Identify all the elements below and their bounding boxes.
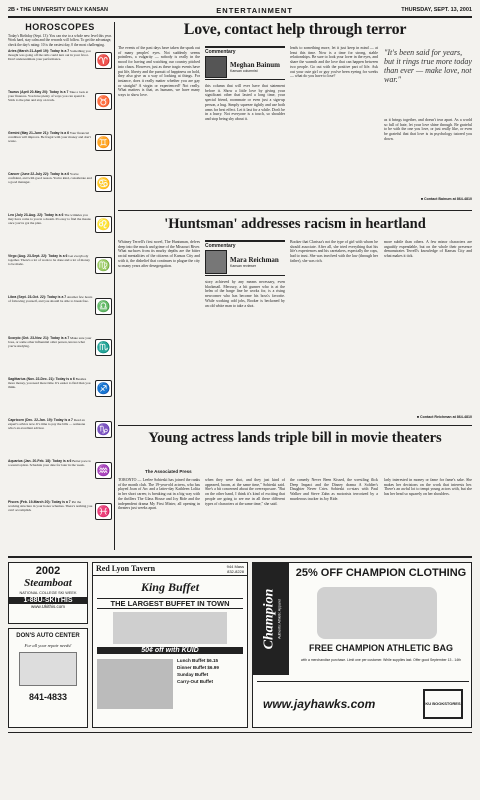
champion-brand: Champion <box>261 588 277 650</box>
horoscope-entry <box>8 254 112 294</box>
dons-tagline: For all your repair needs! <box>24 643 72 648</box>
author-photo <box>205 250 227 274</box>
love-headline: Love, contact help through terror <box>183 21 407 38</box>
king-buffet-ad[interactable] <box>92 562 248 728</box>
sign-text: You're confident, and with good reason. You're kind, considerate and a good manager. <box>8 172 92 185</box>
sign-text: Besides more money, you need more time. It's easier to find than you think. <box>8 377 91 390</box>
horoscope-list <box>8 49 112 540</box>
column-divider <box>114 22 115 550</box>
horoscope-entry <box>8 418 112 458</box>
sign-text: Another few hours of following yourself, and you should be able to break free. <box>8 295 93 304</box>
carry-out-buffet: Carry-Out Buffet <box>177 679 213 684</box>
young-headline: Young actress lands triple bill in movie theaters <box>148 430 442 446</box>
young-col-4: larly interested in money or fame for fame's sake. She makes her decisions on the work that interests her. There's an awful lot to tempt young actors with, but she has her head so squarely on her shoulders. <box>384 478 472 497</box>
steamboat-title: Steamboat <box>24 577 72 589</box>
bottom-rule <box>8 732 472 733</box>
sign-text: The wrinkles you may have come to you in a dream. It's easy to find the means once you've got the plan. <box>8 213 91 226</box>
horoscope-entry <box>8 131 112 171</box>
aquarius-icon: ♒ <box>95 462 112 479</box>
ad-divider <box>8 556 472 558</box>
sign-heading: Aries (March 21-April 19): Today is a 7 <box>8 49 70 54</box>
dinner-buffet: Dinner Buffet $6.99 <box>177 665 219 670</box>
steamboat-year: 2002 <box>35 565 61 577</box>
sign-heading: Libra (Sept. 23-Oct. 22): Today is a 7 <box>8 295 67 300</box>
sign-text: Make sure your boss, or some other influential older person, knows what you're studying. <box>8 336 92 349</box>
horoscope-entry <box>8 459 112 499</box>
horoscope-entry <box>8 49 112 89</box>
dons-auto-ad[interactable] <box>8 628 88 728</box>
section-title: ENTERTAINMENT <box>216 5 293 15</box>
byline: The Associated Press <box>145 469 192 474</box>
virgo-icon: ♍ <box>95 257 112 274</box>
cancer-icon: ♋ <box>95 175 112 192</box>
masthead-date: THURSDAY, SEPT. 13, 2001 <box>401 7 472 13</box>
love-commentary-box <box>205 46 285 80</box>
food-photo <box>113 612 227 644</box>
love-col-2: this column that will ever have that statement before it. Show a little love by giving your significant other that lasted a long time, your special friend, roommate or even just a sign-up person, a hug. Simply squeeze tightly and use both arms for best effect. Let it last for a while. Don't be in a hurry. Not everyone is a touch, so shoulder and stop being shy about it. <box>205 84 285 121</box>
huntsman-headline: 'Huntsman' addresses racism in heartland <box>164 216 426 232</box>
sign-text: Your financial condition will improve. Be frugal with your money and don't waste. <box>8 131 91 144</box>
king-buffet-tag: THE LARGEST BUFFET IN TOWN <box>97 598 243 609</box>
author-name: Meghan Bainum <box>230 61 280 69</box>
scorpio-icon: ♏ <box>95 339 112 356</box>
commentary-label: Commentary <box>205 49 236 55</box>
sign-heading: Gemini (May 21-June 21): Today is a 6 <box>8 131 69 136</box>
sign-text: Read an expert's advice now. It's time to pay the bills — someone who's an excellent advisor. <box>8 418 86 431</box>
sign-heading: Sagittarius (Nov. 22-Dec. 21): Today is a 6 <box>8 377 75 382</box>
king-buffet-special: 50¢ off with KUID <box>97 647 243 654</box>
sign-text: Put the working structure in your honor schemes. There's nothing you can't accomplish. <box>8 500 93 513</box>
steamboat-subtitle: NATIONAL COLLEGE SKI WEEK <box>19 591 77 595</box>
sign-heading: Taurus (April 20-May 20): Today is a 7 <box>8 90 69 95</box>
young-col-3: the comedy Never Been Kissed, the wrestling flick Deep Impact and the Disney drama A Soldier's Daughter Never Cries. Sobieski co-stars with Paul Walker and Steve Zahn as motorists terrorized by a murderous trucker in Joy Ride. <box>290 478 378 501</box>
champion-logo <box>253 563 289 675</box>
champion-sub: Authentic Athletic Apparel <box>277 599 282 639</box>
aries-icon: ♈ <box>95 52 112 69</box>
pisces-icon: ♓ <box>95 503 112 520</box>
sign-text: Get everybody together. There's a lot of work to be done and a lot of money to be made. <box>8 254 90 267</box>
steamboat-phone: 1-88U-SKITHIS <box>9 597 87 604</box>
sign-text: Better pace is a sound option. Schedule your date for later in the week. <box>8 459 91 468</box>
buffet-photo <box>97 659 173 709</box>
horoscope-entry <box>8 172 112 212</box>
horoscopes-intro: Today's Birthday (Sept. 13): You can rise to a whole new level this year. Work hard, stay calm and the rewards will follow. To get the advantage, check the day's rating: 10 is the easiest day, 0 the most challenging. <box>8 34 112 47</box>
author-name: Mara Reichman <box>230 256 279 264</box>
huntsman-commentary-box <box>205 240 285 276</box>
sagittarius-icon: ♐ <box>95 380 112 397</box>
young-col-1: TORONTO — Leelee Sobieski has joined the ranks of the month club. The 19-year-old actress, who has played Joan of Arc and a latter-day Kathleen Lolita in her short career, is breaking out in a big way with the thrillers The Glass House and Joy Ride and the independent drama My First Mister, all opening in theaters just weeks apart. <box>118 478 200 511</box>
huntsman-col-2: story achieved by any means necessary, even blackmail. Mercury, a hit gunner who is at the helm of the barge line he works for, is a rising newcomer who has become his boss's favorite. While working odd jobs, Booker is beckoned by an old white man to take a shot. <box>205 280 285 308</box>
horoscope-entry <box>8 377 112 417</box>
champion-ad[interactable] <box>252 562 472 728</box>
section-divider <box>118 425 472 426</box>
ku-bookstores-logo: KU BOOKSTORES <box>423 689 463 719</box>
sign-heading: Leo (July 23-Aug. 22): Today is a 6 <box>8 213 64 218</box>
sign-heading: Cancer (June 22-July 22): Today is a 6 <box>8 172 70 177</box>
sign-heading: Scorpio (Oct. 23-Nov. 21): Today is a 7 <box>8 336 70 341</box>
young-col-2: when they were shot, and they just kind of appeared, boom, at the same time," Sobieski said. She's a bit concerned about the overexposure. "But on the other hand, I think it's kind of exciting that people are going to see me in all these different types of characters at the same time," she said. <box>205 478 285 506</box>
sign-text: Take a look at your finances. You have plenty of ways you can spend it. Stick to the plan and stay on track. <box>8 90 89 103</box>
sunday-buffet: Sunday Buffet <box>177 672 209 677</box>
huntsman-col-1: Whitney Terrell's first novel, The Huntsman, delves deep into the muck and grime of the Missouri River. What surfaces from its murky depths are the bitter racial mentalities of the citizens of Kansas City and with it, the disbelief that continues to plague the city so many years after desegregation. <box>118 240 200 268</box>
love-col-1: The events of the past days have taken the spark out of many peoples' eyes. Not suddenly seems pointless, a vulgarity — nobody is really in the mood for having and watching our country pitched into chaos. However, just as these tragic events have put life, liberty and the pursuit of happiness on hold, they also give us a way of looking at things. For instance, does it really matter whether you are gay or straight? A virgin or experienced? Not really. What matters is that, as humans, we have many ways to show love. <box>118 46 200 98</box>
pull-quote: "It's been said for years, but it rings true more today than ever — make love, not war." <box>384 48 472 84</box>
king-buffet-name: King Buffet <box>140 580 200 594</box>
free-offer-details: with a merchandise purchase. Limit one per customer. While supplies last. Offer good September 13 - 14th <box>301 658 461 662</box>
author-role: Kansan reviewer <box>230 264 257 268</box>
sign-heading: Pisces (Feb. 19-March 20): Today is a 7 <box>8 500 71 505</box>
horoscope-entry <box>8 295 112 335</box>
author-photo <box>205 56 227 78</box>
red-lyon-name: Red Lyon Tavern <box>96 564 156 573</box>
horoscopes-title: HOROSCOPES <box>25 22 95 32</box>
steamboat-ad[interactable] <box>8 562 88 624</box>
love-contact: ■ Contact Bainum at 864-4810 <box>420 197 472 201</box>
section-divider <box>118 210 472 211</box>
taurus-icon: ♉ <box>95 93 112 110</box>
champion-offer: 25% OFF CHAMPION CLOTHING <box>295 567 467 579</box>
lunch-buffet: Lunch Buffet $6.15 <box>177 658 219 663</box>
sign-heading: Capricorn (Dec. 22-Jan. 19): Today is a 7 <box>8 418 73 423</box>
athletic-bag-image <box>317 587 437 639</box>
commentary-label: Commentary <box>205 243 236 249</box>
sign-text: Something you thought was going off the rails could turn out in your favor. Don't underestimate your performance. <box>8 49 91 62</box>
dons-list-box <box>19 652 77 686</box>
leo-icon: ♌ <box>95 216 112 233</box>
free-offer: FREE CHAMPION ATHLETIC BAG <box>309 643 453 653</box>
huntsman-contact: ■ Contact Reichman at 864-4810 <box>416 415 472 419</box>
capricorn-icon: ♑ <box>95 421 112 438</box>
huntsman-col-4: more subtle than others. A few minor characters are arguably expendable, but on the whole their presence demonstrates Terrell's knowledge of Kansas City and what makes it tick. <box>384 240 472 259</box>
horoscopes-column <box>8 22 112 542</box>
horoscope-entry <box>8 90 112 130</box>
sign-heading: Aquarius (Jan. 20-Feb. 18): Today is a 6 <box>8 459 72 464</box>
horoscope-entry <box>8 336 112 376</box>
dons-phone: 841-4833 <box>28 692 68 702</box>
red-lyon-info: 944 Mass 832-8228 <box>226 564 244 574</box>
huntsman-col-3: Booker that Clarissa's not the type of girl with whom he should associate. After all, she tried everything that his life's experiences and his caretakers, especially the cops, had to trust. She was involved with the law (through her father), she was rich. <box>290 240 378 263</box>
horoscope-entry <box>8 500 112 540</box>
love-col-3: leads to something more, let it just keep in mind — at least this time. Now is a time for strong, stable relationships. Be sure to look your lover in the eyes, and share the warmth and the love that can happen between two people. Go out with the positive part of life. Ask out your cute girl or guy you've been eyeing for weeks — what do you have to lose? <box>290 46 378 79</box>
horoscope-entry <box>8 213 112 253</box>
libra-icon: ♎ <box>95 298 112 315</box>
love-col-4: as it brings together, and doesn't tear apart. As a world so full of hate, let your love shine through. Be grateful to be with the one you love, or just really like, or even be grateful that that love is in psychology tutored you down. <box>384 118 472 141</box>
jayhawks-url[interactable]: www.jayhawks.com <box>263 696 376 711</box>
steamboat-url[interactable]: www.Ukithis.com <box>30 604 65 609</box>
sign-heading: Virgo (Aug. 23-Sept. 22): Today is a 6 <box>8 254 68 259</box>
dons-title: DON'S AUTO CENTER <box>16 633 80 639</box>
author-role: Kansan columnist <box>230 69 258 73</box>
gemini-icon: ♊ <box>95 134 112 151</box>
masthead <box>8 4 472 18</box>
masthead-left: 2B • THE UNIVERSITY DAILY KANSAN <box>8 7 108 13</box>
